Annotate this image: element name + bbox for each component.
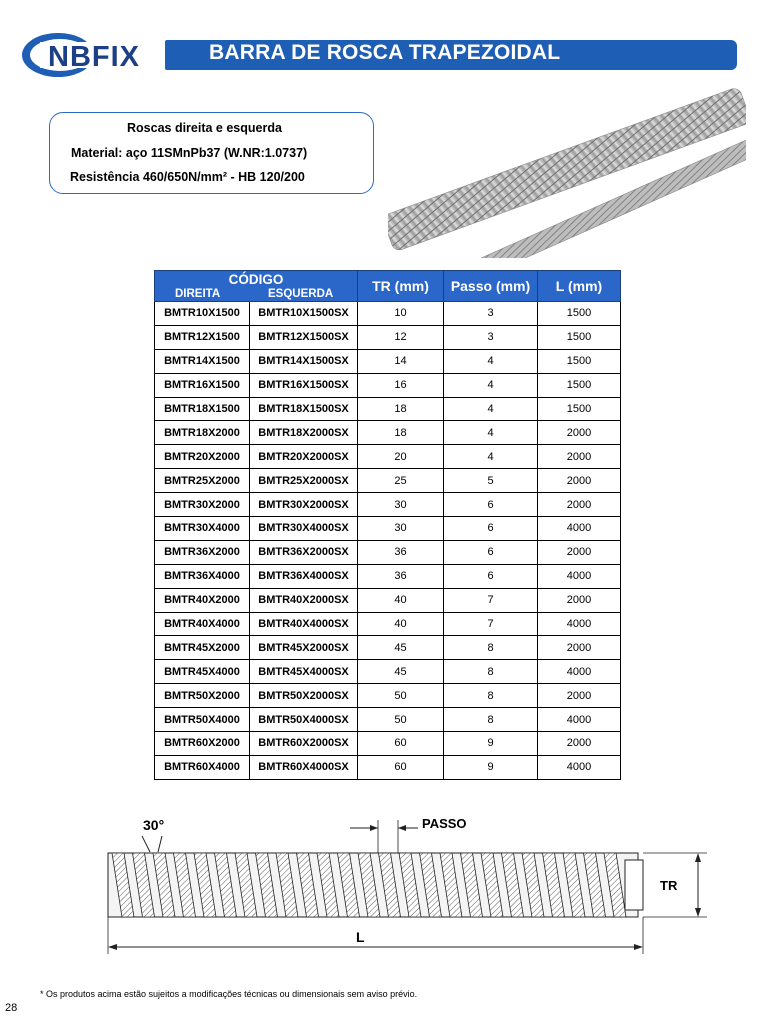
page-title: BARRA DE ROSCA TRAPEZOIDAL bbox=[209, 41, 561, 64]
angle-label: 30° bbox=[143, 817, 165, 833]
cell-l: 4000 bbox=[538, 708, 621, 732]
cell-tr: 16 bbox=[358, 373, 444, 397]
cell-passo: 6 bbox=[444, 493, 538, 517]
cell-esquerda: BMTR10X1500SX bbox=[250, 302, 358, 326]
header-esquerda-label: ESQUERDA bbox=[268, 288, 334, 300]
cell-esquerda: BMTR50X2000SX bbox=[250, 684, 358, 708]
cell-esquerda: BMTR50X4000SX bbox=[250, 708, 358, 732]
cell-passo: 7 bbox=[444, 612, 538, 636]
table-row bbox=[155, 755, 621, 779]
cell-tr: 12 bbox=[358, 325, 444, 349]
nbfix-logo bbox=[20, 30, 160, 80]
cell-tr: 14 bbox=[358, 349, 444, 373]
cell-tr: 50 bbox=[358, 708, 444, 732]
table-row bbox=[155, 445, 621, 469]
cell-l: 4000 bbox=[538, 660, 621, 684]
cell-tr: 45 bbox=[358, 660, 444, 684]
cell-direita: BMTR40X4000 bbox=[155, 612, 250, 636]
table-row bbox=[155, 732, 621, 756]
cell-l: 1500 bbox=[538, 373, 621, 397]
cell-passo: 4 bbox=[444, 373, 538, 397]
cell-esquerda: BMTR36X4000SX bbox=[250, 564, 358, 588]
cell-l: 1500 bbox=[538, 325, 621, 349]
cell-tr: 40 bbox=[358, 612, 444, 636]
cell-l: 1500 bbox=[538, 397, 621, 421]
cell-l: 4000 bbox=[538, 564, 621, 588]
cell-passo: 5 bbox=[444, 469, 538, 493]
cell-l: 2000 bbox=[538, 636, 621, 660]
cell-passo: 6 bbox=[444, 540, 538, 564]
cell-l: 4000 bbox=[538, 517, 621, 541]
cell-esquerda: BMTR40X2000SX bbox=[250, 588, 358, 612]
cell-l: 2000 bbox=[538, 493, 621, 517]
product-table bbox=[154, 270, 621, 780]
header-l: L (mm) bbox=[538, 271, 621, 302]
cell-passo: 6 bbox=[444, 517, 538, 541]
table-row bbox=[155, 397, 621, 421]
cell-direita: BMTR14X1500 bbox=[155, 349, 250, 373]
cell-passo: 8 bbox=[444, 708, 538, 732]
cell-direita: BMTR10X1500 bbox=[155, 302, 250, 326]
l-label: L bbox=[356, 929, 365, 945]
cell-l: 2000 bbox=[538, 732, 621, 756]
cell-l: 4000 bbox=[538, 755, 621, 779]
cell-direita: BMTR30X4000 bbox=[155, 517, 250, 541]
cell-tr: 60 bbox=[358, 732, 444, 756]
cell-passo: 8 bbox=[444, 684, 538, 708]
table-row bbox=[155, 421, 621, 445]
cell-esquerda: BMTR16X1500SX bbox=[250, 373, 358, 397]
logo-text: NBFIX bbox=[48, 41, 140, 73]
table-row bbox=[155, 564, 621, 588]
table-body bbox=[155, 302, 621, 780]
header-direita-label: DIREITA bbox=[175, 288, 221, 300]
cell-l: 1500 bbox=[538, 349, 621, 373]
cell-esquerda: BMTR60X4000SX bbox=[250, 755, 358, 779]
cell-l: 1500 bbox=[538, 302, 621, 326]
cell-l: 2000 bbox=[538, 684, 621, 708]
cell-direita: BMTR36X2000 bbox=[155, 540, 250, 564]
table-row bbox=[155, 469, 621, 493]
cell-tr: 20 bbox=[358, 445, 444, 469]
cell-direita: BMTR25X2000 bbox=[155, 469, 250, 493]
table-row bbox=[155, 684, 621, 708]
cell-passo: 9 bbox=[444, 755, 538, 779]
cell-esquerda: BMTR20X2000SX bbox=[250, 445, 358, 469]
cell-esquerda: BMTR30X2000SX bbox=[250, 493, 358, 517]
cell-l: 4000 bbox=[538, 612, 621, 636]
cell-esquerda: BMTR36X2000SX bbox=[250, 540, 358, 564]
tr-label: TR bbox=[660, 878, 678, 893]
cell-direita: BMTR18X1500 bbox=[155, 397, 250, 421]
info-line-2: Material: aço 11SMnPb37 (W.NR:1.0737) bbox=[71, 146, 308, 160]
info-line-3: Resistência 460/650N/mm² - HB 120/200 bbox=[70, 170, 305, 184]
table-row bbox=[155, 708, 621, 732]
cell-esquerda: BMTR60X2000SX bbox=[250, 732, 358, 756]
cell-esquerda: BMTR45X2000SX bbox=[250, 636, 358, 660]
cell-passo: 3 bbox=[444, 302, 538, 326]
cell-esquerda: BMTR12X1500SX bbox=[250, 325, 358, 349]
cell-esquerda: BMTR18X2000SX bbox=[250, 421, 358, 445]
cell-tr: 30 bbox=[358, 517, 444, 541]
cell-tr: 18 bbox=[358, 421, 444, 445]
cell-direita: BMTR60X2000 bbox=[155, 732, 250, 756]
cell-tr: 18 bbox=[358, 397, 444, 421]
table-header-row bbox=[155, 271, 621, 302]
cell-esquerda: BMTR14X1500SX bbox=[250, 349, 358, 373]
cell-l: 2000 bbox=[538, 540, 621, 564]
table-row bbox=[155, 325, 621, 349]
page-number: 28 bbox=[5, 1002, 18, 1014]
table-row bbox=[155, 636, 621, 660]
cell-direita: BMTR60X4000 bbox=[155, 755, 250, 779]
cell-direita: BMTR45X2000 bbox=[155, 636, 250, 660]
cell-tr: 10 bbox=[358, 302, 444, 326]
cell-passo: 8 bbox=[444, 636, 538, 660]
cell-passo: 3 bbox=[444, 325, 538, 349]
cell-direita: BMTR36X4000 bbox=[155, 564, 250, 588]
table-row bbox=[155, 660, 621, 684]
cell-l: 2000 bbox=[538, 469, 621, 493]
table-row bbox=[155, 612, 621, 636]
cell-tr: 36 bbox=[358, 540, 444, 564]
passo-label: PASSO bbox=[422, 816, 467, 831]
cell-passo: 6 bbox=[444, 564, 538, 588]
cell-direita: BMTR12X1500 bbox=[155, 325, 250, 349]
header-bar bbox=[165, 40, 737, 70]
cell-direita: BMTR20X2000 bbox=[155, 445, 250, 469]
cell-l: 2000 bbox=[538, 421, 621, 445]
info-line-1: Roscas direita e esquerda bbox=[127, 121, 282, 135]
cell-tr: 50 bbox=[358, 684, 444, 708]
cell-passo: 4 bbox=[444, 421, 538, 445]
cell-passo: 4 bbox=[444, 349, 538, 373]
cell-esquerda: BMTR18X1500SX bbox=[250, 397, 358, 421]
cell-esquerda: BMTR45X4000SX bbox=[250, 660, 358, 684]
cell-direita: BMTR30X2000 bbox=[155, 493, 250, 517]
threaded-rod-photo bbox=[388, 88, 746, 258]
cell-esquerda: BMTR25X2000SX bbox=[250, 469, 358, 493]
header-codigo bbox=[155, 271, 358, 302]
table-row bbox=[155, 373, 621, 397]
cell-esquerda: BMTR30X4000SX bbox=[250, 517, 358, 541]
cell-direita: BMTR50X2000 bbox=[155, 684, 250, 708]
cell-tr: 30 bbox=[358, 493, 444, 517]
thread-technical-drawing bbox=[100, 808, 720, 958]
cell-esquerda: BMTR40X4000SX bbox=[250, 612, 358, 636]
header-tr: TR (mm) bbox=[358, 271, 444, 302]
table-row bbox=[155, 493, 621, 517]
cell-direita: BMTR18X2000 bbox=[155, 421, 250, 445]
cell-tr: 45 bbox=[358, 636, 444, 660]
cell-passo: 4 bbox=[444, 445, 538, 469]
cell-tr: 36 bbox=[358, 564, 444, 588]
cell-l: 2000 bbox=[538, 445, 621, 469]
cell-tr: 40 bbox=[358, 588, 444, 612]
table-row bbox=[155, 302, 621, 326]
cell-tr: 60 bbox=[358, 755, 444, 779]
table-row bbox=[155, 540, 621, 564]
info-box bbox=[49, 112, 374, 194]
table-row bbox=[155, 517, 621, 541]
header-passo: Passo (mm) bbox=[444, 271, 538, 302]
table-row bbox=[155, 588, 621, 612]
header-codigo-label: CÓDIGO bbox=[228, 272, 284, 287]
cell-tr: 25 bbox=[358, 469, 444, 493]
footnote: * Os produtos acima estão sujeitos a modificações técnicas ou dimensionais sem aviso prévio. bbox=[40, 989, 418, 999]
cell-passo: 8 bbox=[444, 660, 538, 684]
cell-passo: 4 bbox=[444, 397, 538, 421]
cell-direita: BMTR50X4000 bbox=[155, 708, 250, 732]
cell-passo: 9 bbox=[444, 732, 538, 756]
cell-l: 2000 bbox=[538, 588, 621, 612]
cell-passo: 7 bbox=[444, 588, 538, 612]
cell-direita: BMTR45X4000 bbox=[155, 660, 250, 684]
cell-direita: BMTR16X1500 bbox=[155, 373, 250, 397]
cell-direita: BMTR40X2000 bbox=[155, 588, 250, 612]
table-row bbox=[155, 349, 621, 373]
